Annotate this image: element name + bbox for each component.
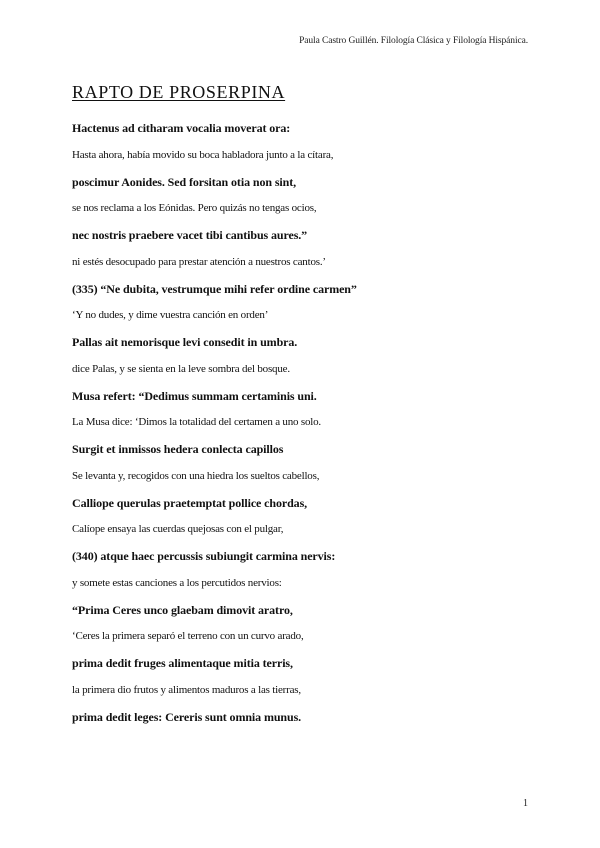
page-title: RAPTO DE PROSERPINA: [72, 82, 286, 102]
verse-lines: [72, 118, 542, 733]
running-header: Paula Castro Guillén. Filología Clásica y Filología Hispánica.: [299, 36, 528, 46]
latin-verse-line: Surgit et inmissos hedera conlecta capillos: [72, 442, 284, 456]
spanish-translation-line: dice Palas, y se sienta en la leve sombra del bosque.: [72, 362, 290, 375]
spanish-translation-line: Hasta ahora, había movido su boca habladora junto a la cítara,: [72, 148, 334, 161]
spanish-translation-line: La Musa dice: ‘Dimos la totalidad del certamen a uno solo.: [72, 416, 321, 429]
spanish-translation-line: ‘Ceres la primera separó el terreno con un curvo arado,: [72, 630, 304, 643]
latin-verse-line: Musa refert: “Dedimus summam certaminis uni.: [72, 388, 317, 403]
latin-verse-line: “Prima Ceres unco glaebam dimovit aratro,: [72, 602, 293, 617]
latin-verse-line: prima dedit fruges alimentaque mitia terris,: [72, 656, 293, 670]
latin-verse-line: nec nostris praebere vacet tibi cantibus aures.”: [72, 228, 308, 242]
latin-verse-line: Calliope querulas praetemptat pollice chordas,: [72, 495, 308, 510]
spanish-translation-line: y somete estas canciones a los percutidos nervios:: [72, 576, 282, 589]
latin-verse-line: (335) “Ne dubita, vestrumque mihi refer ordine carmen”: [72, 281, 357, 296]
latin-verse-line: (340) atque haec percussis subiungit carmina nervis:: [72, 549, 336, 563]
latin-verse-line: Pallas ait nemorisque levi consedit in umbra.: [72, 335, 298, 349]
spanish-translation-line: ‘Y no dudes, y dime vuestra canción en orden’: [72, 309, 269, 322]
spanish-translation-line: ni estés desocupado para prestar atención a nuestros cantos.’: [72, 255, 326, 268]
latin-verse-line: Hactenus ad citharam vocalia moverat ora:: [72, 121, 291, 135]
page-number: 1: [523, 798, 528, 809]
spanish-translation-line: Calíope ensaya las cuerdas quejosas con el pulgar,: [72, 523, 284, 536]
spanish-translation-line: la primera dio frutos y alimentos maduros a las tierras,: [72, 683, 301, 696]
spanish-translation-line: se nos reclama a los Eónidas. Pero quizás no tengas ocios,: [72, 202, 317, 215]
spanish-translation-line: Se levanta y, recogidos con una hiedra los sueltos cabellos,: [72, 469, 320, 482]
latin-verse-line: prima dedit leges: Cereris sunt omnia munus.: [72, 709, 302, 724]
latin-verse-line: poscimur Aonides. Sed forsitan otia non sint,: [72, 174, 296, 189]
